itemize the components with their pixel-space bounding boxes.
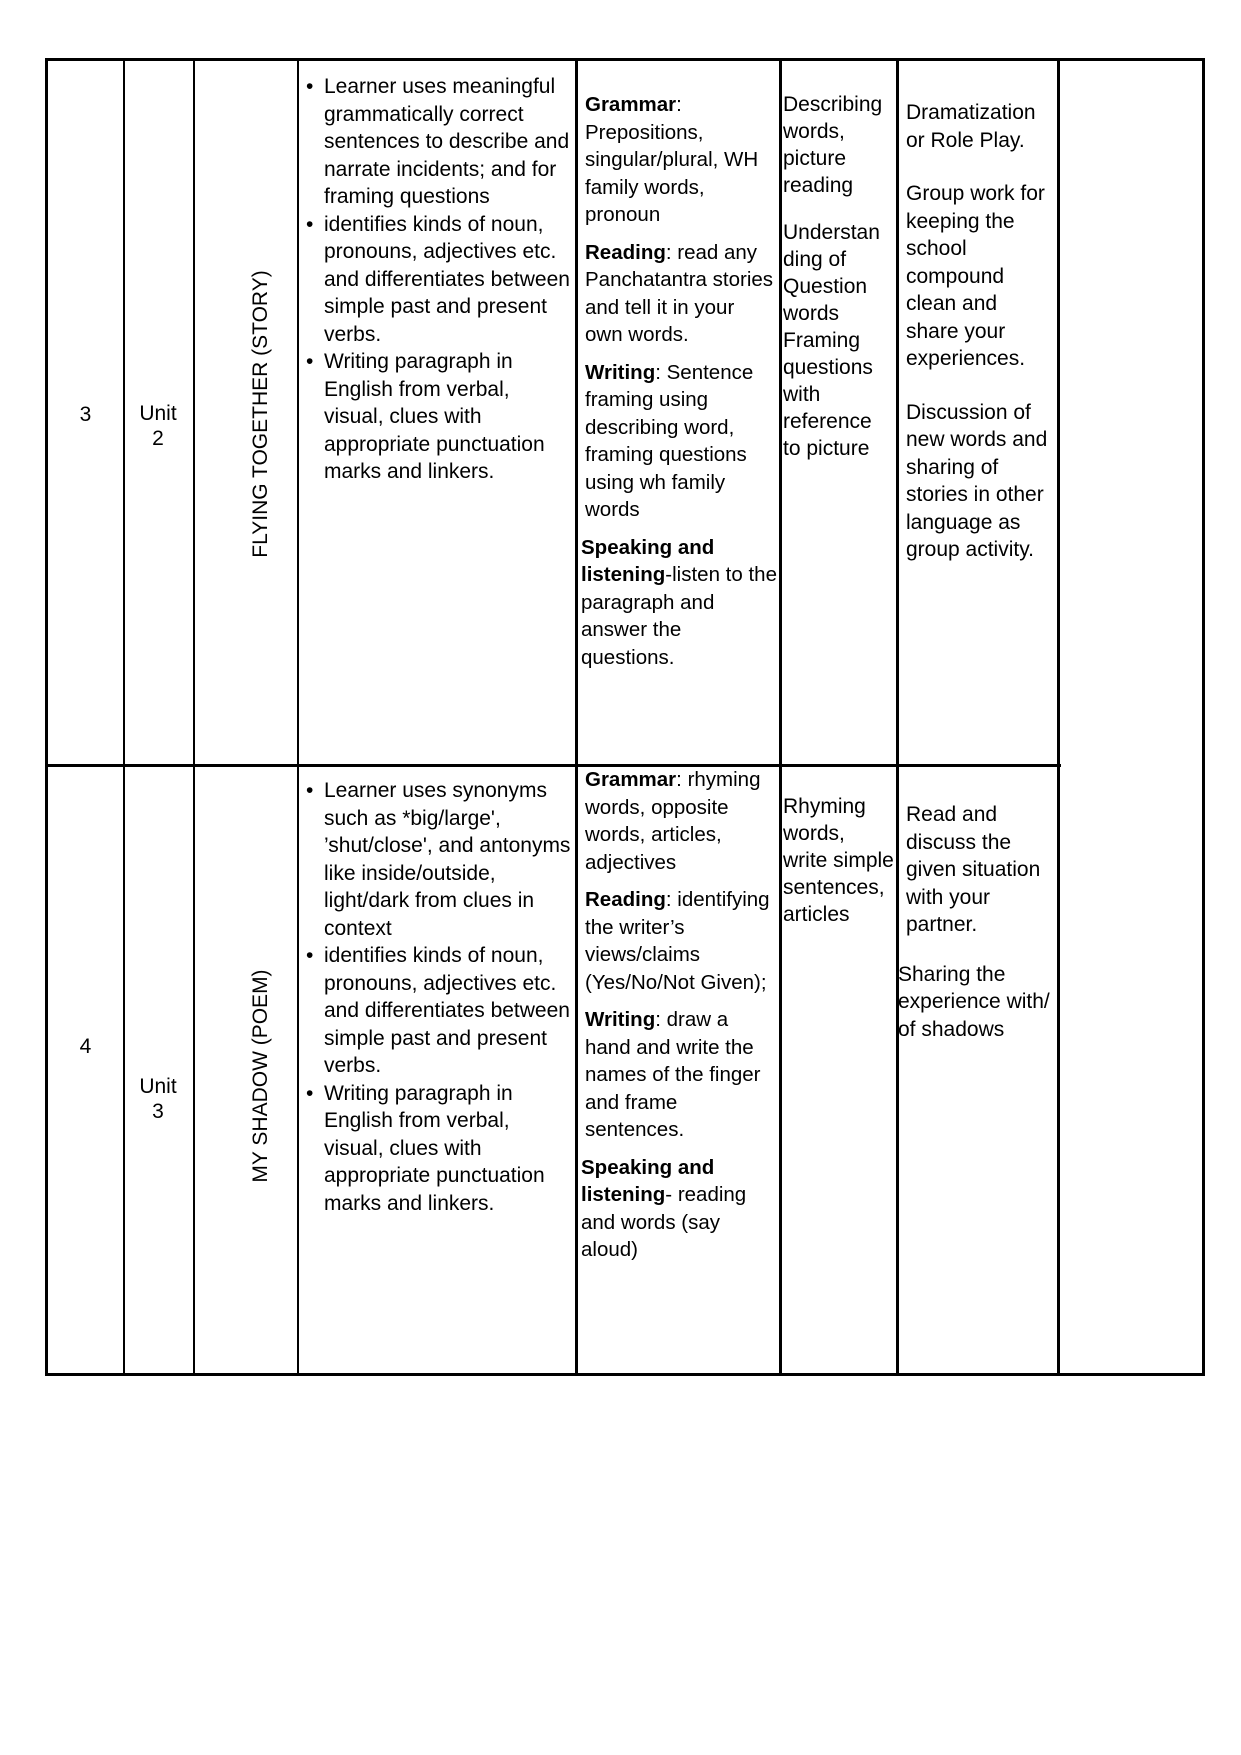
row-divider (48, 764, 1061, 767)
column-divider (123, 61, 125, 1373)
lesson-title: FLYING TOGETHER (STORY) (249, 270, 272, 558)
content-cell (581, 91, 777, 681)
activity-text: Read and discuss the given situation with your partner. (906, 803, 1041, 936)
activity-text: Sharing the experience with/ of shadows (898, 962, 1050, 1041)
learning-outcomes-cell (304, 73, 572, 486)
column-divider (779, 61, 782, 1373)
month-cell: 3 (79, 403, 92, 426)
content-block: Speaking and listening-listen to the paragraph and answer the questions. (581, 535, 777, 669)
content-cell (581, 766, 777, 1274)
list-item: • Learner uses synonyms such as *big/large', ’shut/close', and antonyms like inside/outside, light/dark from clues in context (304, 777, 572, 942)
skill-text: Rhyming words, write simple sentences, articles (783, 795, 894, 926)
list-item: • Writing paragraph in English from verbal, visual, clues with appropriate punctuation marks and linkers. (304, 348, 572, 486)
activities-cell (898, 801, 1054, 1069)
content-block: Reading: identifying the writer’s views/claims (Yes/No/Not Given); (585, 888, 770, 994)
unit-cell: Unit 2 (139, 402, 177, 450)
curriculum-table (45, 58, 1205, 1376)
content-block: Speaking and listening- reading and words (say aloud) (581, 1155, 747, 1261)
activity-text: Discussion of new words and sharing of stories in other language as group activity. (906, 400, 1048, 561)
content-block: Grammar: Prepositions, singular/plural, WH family words, pronoun (585, 93, 759, 226)
skill-text: Describing words, picture reading (783, 93, 883, 197)
column-divider (575, 61, 578, 1373)
skills-cell (783, 793, 895, 928)
activity-text: Dramatization or Role Play. (906, 101, 1036, 152)
column-divider (297, 61, 299, 1373)
skills-cell (783, 91, 895, 462)
content-block: Writing: Sentence framing using describing word, framing questions using wh family words (585, 360, 754, 521)
column-divider (896, 61, 899, 1373)
column-divider (1057, 61, 1060, 1373)
content-block: Writing: draw a hand and write the names of the finger and frame sentences. (585, 1008, 761, 1141)
content-block: Grammar: rhyming words, opposite words, articles, adjectives (585, 768, 761, 874)
list-item: • Learner uses meaningful grammatically correct sentences to describe and narrate incidents; and for framing questions (304, 73, 572, 211)
list-item: • identifies kinds of noun, pronouns, adjectives etc. and differentiates between simple past and present verbs. (304, 211, 572, 349)
learning-outcomes-cell (304, 777, 572, 1217)
column-divider (193, 61, 195, 1373)
lesson-title: MY SHADOW (POEM) (249, 969, 272, 1183)
content-block: Reading: read any Panchatantra stories and tell it in your own words. (585, 240, 774, 346)
activity-text: Group work for keeping the school compound clean and share your experiences. (906, 182, 1045, 370)
month-cell: 4 (79, 1035, 92, 1058)
unit-cell: Unit 3 (139, 1075, 177, 1123)
skill-text: Understan ding of Question words Framing questions with reference to picture (783, 221, 880, 460)
list-item: • Writing paragraph in English from verbal, visual, clues with appropriate punctuation marks and linkers. (304, 1080, 572, 1218)
list-item: • identifies kinds of noun, pronouns, adjectives etc. and differentiates between simple past and present verbs. (304, 942, 572, 1080)
activities-cell (906, 99, 1054, 590)
